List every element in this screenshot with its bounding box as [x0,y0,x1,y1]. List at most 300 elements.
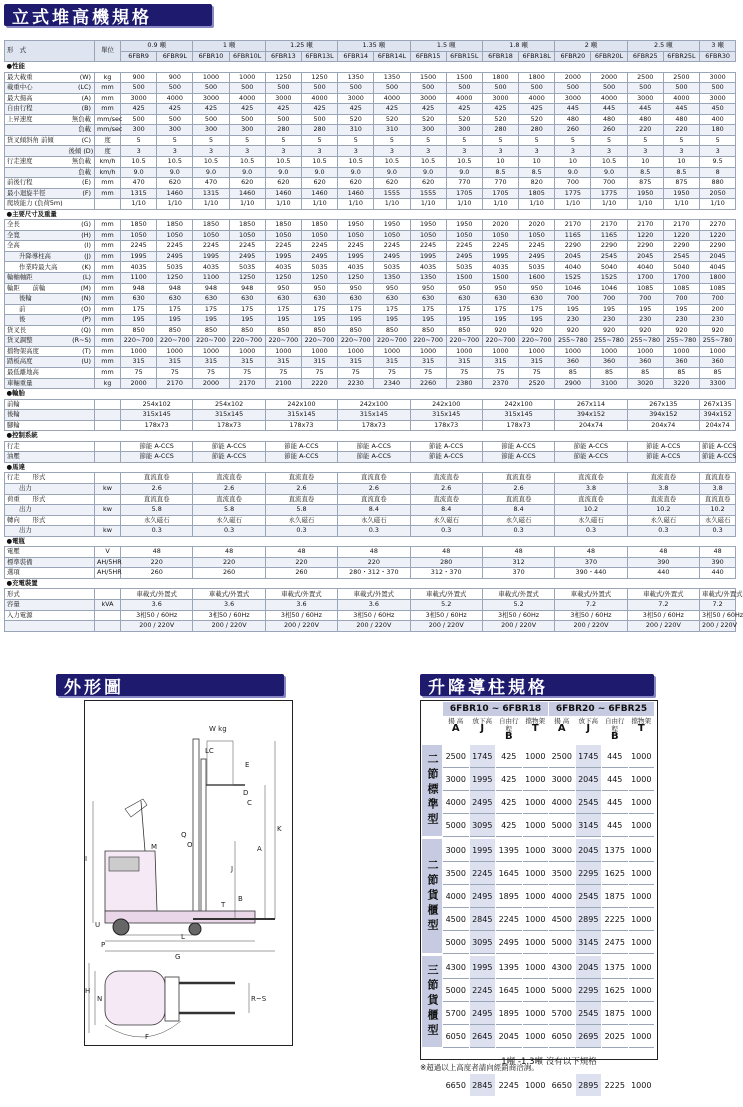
spec-cell: 1555 [410,188,446,199]
mast-cell: 1000 [629,791,655,814]
spec-cell: 255~780 [591,336,627,347]
col-symbol: A [451,723,460,734]
row-symbol [67,441,95,452]
mast-cell: 1000 [629,979,655,1002]
spec-cell: 425 [446,104,482,115]
row-unit: kg [95,72,121,83]
spec-cell: 950 [519,283,555,294]
spec-cell: 1315 [121,188,157,199]
mast-cell: 2500 [443,745,469,768]
spec-cell: 7.2 [627,599,699,610]
spec-cell: 204x74 [700,420,736,431]
row-symbol: 負載 [67,167,95,178]
spec-cell: 195 [482,315,518,326]
spec-cell: 260 [193,568,265,579]
spec-cell: 950 [265,283,301,294]
spec-cell: 3.6 [193,599,265,610]
spec-cell: 1/10 [229,199,265,210]
spec-cell: 520 [446,114,482,125]
row-unit: 度 [95,135,121,146]
spec-row [5,452,736,463]
spec-cell: 175 [410,304,446,315]
spec-cell: 2245 [374,241,410,252]
spec-cell: 280 [482,125,518,136]
spec-cell: 180 [700,125,736,136]
spec-cell: 230 [591,315,627,326]
spec-cell: 9.0 [301,167,337,178]
spec-cell: 630 [265,294,301,305]
spec-cell: 220~700 [410,336,446,347]
spec-cell: 永久磁石 [555,515,627,526]
spec-cell: 394x152 [700,410,736,421]
spec-cell: 2245 [121,241,157,252]
mast-cell: 1000 [629,768,655,791]
spec-row [5,483,736,494]
spec-cell: 3 [374,146,410,157]
spec-row [5,378,736,389]
row-label: 行走速度 [5,157,67,168]
spec-cell: 280・312・370 [338,568,410,579]
row-label: 形式 [5,589,67,600]
spec-cell: 1460 [157,188,193,199]
spec-cell: 1800 [519,72,555,83]
spec-cell: 3相50 / 60Hz [482,610,554,621]
row-label: 貨叉調整 [5,336,67,347]
row-symbol: (F) [67,188,95,199]
spec-cell: 5035 [446,262,482,273]
header-capacity: 1.5 噸 [410,41,482,52]
spec-cell: 1700 [663,273,699,284]
spec-cell: 直流直卷 [555,473,627,484]
spec-cell: 315 [265,357,301,368]
spec-cell: 300 [410,125,446,136]
model-name: 6FBR15 [410,51,446,62]
spec-row [5,473,736,484]
spec-cell: 500 [338,83,374,94]
spec-cell: 1800 [482,72,518,83]
mast-cell: 3145 [576,931,602,954]
svg-text:H: H [85,987,91,995]
row-symbol: (C) [67,135,95,146]
spec-cell: 630 [482,294,518,305]
row-symbol: (B) [67,104,95,115]
spec-cell: 2045 [627,251,663,262]
mast-cell: 2545 [576,791,602,814]
mast-cell: 1000 [629,931,655,954]
spec-cell: 425 [229,104,265,115]
row-symbol [67,621,95,632]
spec-cell: 500 [591,83,627,94]
mast-cell: 425 [496,745,522,768]
spec-cell: 永久磁石 [482,515,554,526]
spec-cell: 5 [591,135,627,146]
spec-row [5,568,736,579]
spec-cell: 1050 [193,230,229,241]
spec-cell: 850 [374,325,410,336]
spec-cell: 直流直卷 [265,473,337,484]
spec-cell: 0.3 [193,526,265,537]
spec-row [5,262,736,273]
spec-cell: 195 [519,315,555,326]
mast-section-label: 二節標準型 [422,745,442,836]
spec-cell: 8.5 [519,167,555,178]
spec-row [5,599,736,610]
spec-cell: 1350 [410,273,446,284]
spec-cell: 312・370 [410,568,482,579]
spec-cell: 直流直卷 [338,494,410,505]
spec-cell: 500 [555,83,591,94]
spec-cell: 48 [265,547,337,558]
spec-cell: 315 [229,357,265,368]
spec-cell: 3相50 / 60Hz [555,610,627,621]
row-unit: mm [95,315,121,326]
spec-cell: 500 [193,114,229,125]
row-label: 輪距 前輪 [5,283,67,294]
spec-cell: 1/10 [193,199,229,210]
spec-cell: 9.0 [338,167,374,178]
spec-cell: 175 [519,304,555,315]
mast-cell: 2045 [496,1025,522,1048]
spec-cell: 節能 A-CCS [410,452,482,463]
spec-cell: 0.3 [121,526,193,537]
spec-cell: 75 [265,367,301,378]
spec-cell: 節能 A-CCS [627,452,699,463]
mast-cell: 1375 [602,839,628,862]
spec-cell: 1850 [193,220,229,231]
spec-cell: 1/10 [591,199,627,210]
spec-cell: 1000 [301,346,337,357]
spec-cell: 195 [301,315,337,326]
section-heading: ●馬達 [5,462,736,473]
spec-cell: 4035 [338,262,374,273]
spec-cell: 2545 [591,251,627,262]
spec-cell: 220~700 [301,336,337,347]
col-title: 擋物架 [631,717,651,725]
spec-cell: 1000 [519,346,555,357]
spec-cell: 3.8 [700,483,736,494]
rear-wheel [113,919,129,935]
spec-cell: 1995 [338,251,374,262]
spec-cell: 1775 [591,188,627,199]
mast-cell: 1625 [602,979,628,1002]
spec-section-row [5,578,736,589]
spec-cell: 3 [555,146,591,157]
spec-cell: 280 [519,125,555,136]
spec-cell: 1950 [627,188,663,199]
spec-cell: 178x73 [265,420,337,431]
row-label: 上昇速度 [5,114,67,125]
mast-cell: 4000 [549,885,575,908]
mast-cell: 2295 [576,862,602,885]
spec-cell: 255~780 [663,336,699,347]
spec-cell: 1600 [519,273,555,284]
row-label: 選項 [5,568,67,579]
spec-cell: 1250 [157,273,193,284]
mast-cell: 1000 [523,768,549,791]
spec-cell: 車載式/外置式 [555,589,627,600]
spec-cell: 節能 A-CCS [121,441,193,452]
spec-cell: 500 [157,114,193,125]
spec-cell: 10.5 [591,157,627,168]
row-label: 自由行程 [5,104,67,115]
spec-cell: 5.2 [410,599,482,610]
spec-cell: 5.8 [193,505,265,516]
header-capacity: 2.5 噸 [627,41,699,52]
row-label: 爬坡能力 (負荷5m) [5,199,67,210]
row-symbol [67,199,95,210]
spec-cell: 425 [410,104,446,115]
spec-cell: 9.0 [446,167,482,178]
row-label: 電壓 [5,547,67,558]
svg-text:O: O [187,841,193,849]
spec-cell: 1000 [229,346,265,357]
spec-cell: 5035 [157,262,193,273]
spec-row [5,178,736,189]
spec-cell: 5 [157,135,193,146]
spec-cell: 770 [482,178,518,189]
spec-row [5,325,736,336]
spec-cell: 直流直卷 [700,473,736,484]
row-label: 最大揚高 [5,93,67,104]
row-label: 後 [5,315,67,326]
row-unit: kVA [95,599,121,610]
spec-cell: 390 [700,557,736,568]
header-capacity: 1 噸 [193,41,265,52]
spec-cell: 5 [482,135,518,146]
spec-cell: 1000 [265,346,301,357]
spec-row [5,72,736,83]
mast-cell: 2245 [470,862,496,885]
spec-cell: 1000 [229,72,265,83]
spec-section-row [5,62,736,73]
spec-cell: 220~700 [482,336,518,347]
spec-cell: 850 [338,325,374,336]
spec-cell: 4000 [591,93,627,104]
spec-cell: 節能 A-CCS [338,441,410,452]
mast-footer: 1噸 -1.3噸 沒有以下規格 [501,1057,597,1067]
section-heading: ●主要尺寸及重量 [5,209,736,220]
spec-cell: 220 [121,557,193,568]
row-symbol [67,494,95,505]
spec-cell: 470 [121,178,157,189]
spec-cell: 10.2 [700,505,736,516]
mast-cell: 4500 [549,908,575,931]
row-label [5,621,67,632]
row-unit: mm/sec [95,114,121,125]
spec-cell: 3 [519,146,555,157]
spec-cell: 850 [121,325,157,336]
spec-cell: 5 [229,135,265,146]
spec-cell: 630 [301,294,337,305]
spec-cell: 75 [410,367,446,378]
spec-cell: 700 [627,294,663,305]
spec-cell: 1100 [193,273,229,284]
forklift-diagram [85,701,292,1045]
spec-cell: 1/10 [338,199,374,210]
spec-cell: 242x100 [410,399,482,410]
spec-cell: 1500 [446,273,482,284]
spec-cell: 3000 [700,72,736,83]
spec-cell: 3 [663,146,699,157]
spec-cell: 315 [446,357,482,368]
spec-cell: 445 [591,104,627,115]
col-title: 自由行程 [605,717,625,733]
mast-cell: 1000 [523,791,549,814]
spec-cell: 2000 [555,72,591,83]
spec-cell: 620 [410,178,446,189]
spec-cell: 節能 A-CCS [265,441,337,452]
mast-cell: 1995 [470,956,496,979]
spec-cell: 310 [338,125,374,136]
spec-row [5,621,736,632]
spec-cell: 75 [229,367,265,378]
row-label: 全長 [5,220,67,231]
spec-cell: 445 [555,104,591,115]
mast-group-1: 6FBR10 ~ 6FBR18 [443,702,548,716]
spec-cell: 1460 [301,188,337,199]
spec-cell: 2545 [663,251,699,262]
spec-cell: 10.5 [229,157,265,168]
spec-cell: 節能 A-CCS [193,452,265,463]
mast-cell: 445 [602,745,628,768]
model-name: 6FBR14 [338,51,374,62]
spec-cell: 1/10 [627,199,663,210]
mast-col-head [496,717,522,743]
spec-cell: 1850 [229,220,265,231]
spec-cell: 175 [301,304,337,315]
spec-cell: 850 [229,325,265,336]
spec-cell: 520 [519,114,555,125]
spec-cell: 850 [265,325,301,336]
svg-text:C: C [247,799,252,807]
spec-cell: 1525 [555,273,591,284]
spec-cell: 700 [591,294,627,305]
spec-cell: 1500 [446,72,482,83]
spec-cell: 770 [446,178,482,189]
spec-cell: 948 [121,283,157,294]
mast-cell: 1000 [523,956,549,979]
spec-cell: 500 [121,83,157,94]
spec-cell: 2000 [121,378,157,389]
spec-cell: 2290 [555,241,591,252]
spec-cell: 700 [591,178,627,189]
spec-cell: 220~700 [265,336,301,347]
spec-cell: 永久磁石 [121,515,193,526]
row-symbol: (L) [67,273,95,284]
mast-cell: 1645 [496,979,522,1002]
spec-cell: 175 [121,304,157,315]
spec-row [5,199,736,210]
spec-cell: 1/10 [519,199,555,210]
model-name: 6FBR10L [229,51,265,62]
spec-cell: 3 [338,146,374,157]
spec-cell: 2500 [663,72,699,83]
mast-cell: 1895 [496,885,522,908]
col-symbol: T [531,723,539,734]
svg-text:N: N [97,995,103,1003]
row-label [5,125,67,136]
mast-cell: 445 [602,768,628,791]
mast-cell: 1895 [496,1002,522,1025]
spec-cell: 7.2 [555,599,627,610]
spec-cell: 1000 [555,346,591,357]
spec-cell: 1995 [121,251,157,262]
spec-cell: 195 [157,315,193,326]
spec-cell: 1000 [446,346,482,357]
mast-cell: 1000 [629,885,655,908]
spec-cell: 1995 [193,251,229,262]
spec-cell: 1500 [482,273,518,284]
spec-cell: 520 [374,114,410,125]
row-label: 作業時最大高 [5,262,67,273]
spec-cell: 2245 [229,241,265,252]
spec-cell: 3 [265,146,301,157]
spec-cell: 9.0 [229,167,265,178]
spec-section-row [5,431,736,442]
spec-cell: 直流直卷 [193,473,265,484]
row-unit: mm [95,83,121,94]
spec-cell: 195 [229,315,265,326]
spec-cell: 5035 [301,262,337,273]
spec-row [5,93,736,104]
spec-cell: 2245 [446,241,482,252]
row-symbol: (J) [67,251,95,262]
spec-cell: 200 / 220V [555,621,627,632]
spec-cell: 2290 [663,241,699,252]
spec-cell: 3 [193,146,229,157]
row-symbol: (T) [67,346,95,357]
col-symbol: B [504,731,513,742]
spec-cell: 230 [663,315,699,326]
spec-cell: 1000 [627,346,663,357]
spec-cell: 3000 [338,93,374,104]
spec-row [5,251,736,262]
mast-cell: 3500 [443,862,469,885]
spec-cell: 1800 [700,273,736,284]
spec-cell: 節能 A-CCS [338,452,410,463]
spec-cell: 3 [229,146,265,157]
spec-cell: 10.5 [446,157,482,168]
spec-cell: 220 [627,125,663,136]
spec-cell: 1085 [663,283,699,294]
row-symbol: (K) [67,262,95,273]
spec-cell: 3000 [700,93,736,104]
spec-cell: 3相50 / 60Hz [121,610,193,621]
spec-cell: 948 [193,283,229,294]
spec-cell: 500 [229,114,265,125]
spec-cell: 920 [663,325,699,336]
spec-cell: 75 [193,367,229,378]
spec-cell: 9.0 [193,167,229,178]
spec-cell: 1250 [229,273,265,284]
mast-cell: 1000 [523,1002,549,1025]
spec-cell: 48 [482,547,554,558]
spec-cell: 230 [555,315,591,326]
spec-cell: 3000 [627,93,663,104]
spec-cell: 1050 [265,230,301,241]
spec-cell: 直流直卷 [482,494,554,505]
spec-cell: 1/10 [410,199,446,210]
spec-cell: 700 [555,294,591,305]
spec-cell: 425 [338,104,374,115]
spec-cell: 178x73 [338,420,410,431]
row-symbol [67,399,95,410]
spec-cell: 9.0 [157,167,193,178]
spec-cell: 315x145 [338,410,410,421]
row-label: 貨叉長 [5,325,67,336]
spec-cell: 1050 [301,230,337,241]
spec-cell: 5 [374,135,410,146]
